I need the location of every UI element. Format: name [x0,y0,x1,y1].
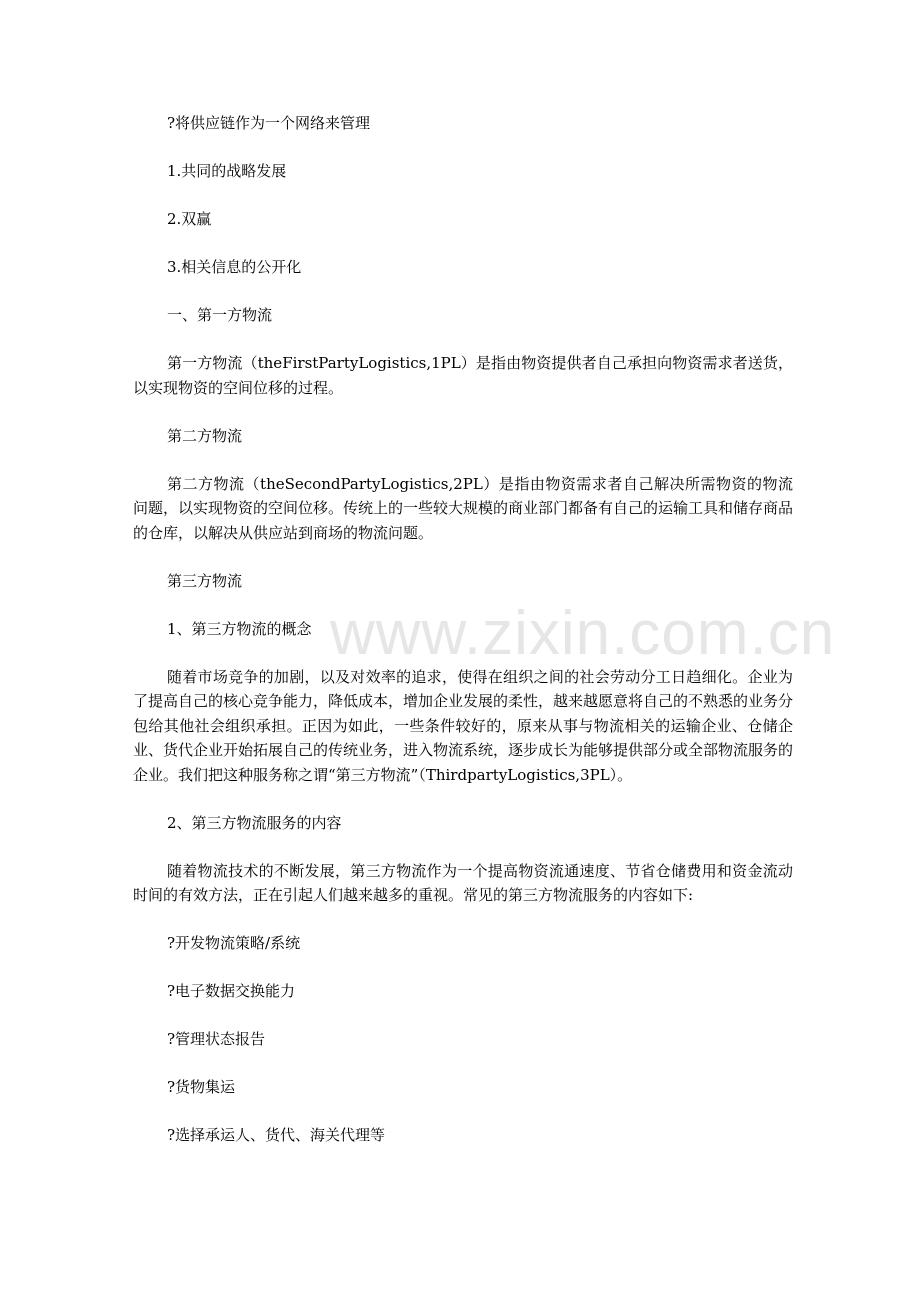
list-item-edi: ?电子数据交换能力 [167,982,296,1000]
paragraph-info-openness: 3.相关信息的公开化 [167,258,302,276]
watermark: www.zixin.com.cn [330,599,836,668]
heading-third-party-concept: 1、第三方物流的概念 [167,619,312,638]
list-item-consolidation: ?货物集运 [167,1078,236,1096]
heading-second-party: 第二方物流 [167,426,243,445]
paragraph-third-party-services: 随着物流技术的不断发展，第三方物流作为一个提高物资流通速度、节省仓储费用和资金流动时间的有效方法，正在引起人们越来越多的重视。常见的第三方物流服务的内容如下: [133,861,793,904]
list-item-status-report: ?管理状态报告 [167,1030,266,1048]
paragraph-third-party-concept: 随着市场竞争的加剧，以及对效率的追求，使得在组织之间的社会劳动分工日趋细化。企业为了提高自己的核心竞争能力，降低成本，增加企业发展的柔性，越来越愿意将自己的不熟悉的业务分包给其他社会组织承担。正因为如此，一些条件较好的，原来从事与物流相关的运输企业、仓储企业、货代企业开始拓展自己的传统业务，进入物流系统，逐步成长为能够提供部分或全部物流服务的企业。我们把这种服务称之谓“第三方物流”（ThirdpartyLogistics,3PL）。 [133,667,794,784]
paragraph-strategy: 1.共同的战略发展 [167,162,287,180]
paragraph-network-management: ?将供应链作为一个网络来管理 [167,114,371,132]
heading-third-party: 第三方物流 [167,571,243,590]
list-item-carrier-selection: ?选择承运人、货代、海关代理等 [167,1126,386,1144]
document-body [133,111,793,1171]
paragraph-second-party: 第二方物流（theSecondPartyLogistics,2PL）是指由物资需求者自己解决所需物资的物流问题，以实现物资的空间位移。传统上的一些较大规模的商业部门都备有自己的运输工具和储存商品的仓库，以解决从供应站到商场的物流问题。 [133,474,794,542]
paragraph-win-win: 2.双赢 [167,210,212,228]
list-item-strategy: ?开发物流策略/系统 [167,934,301,952]
heading-third-party-services: 2、第三方物流服务的内容 [167,813,342,832]
heading-first-party: 一、第一方物流 [167,306,273,324]
paragraph-first-party: 第一方物流（theFirstPartyLogistics,1PL）是指由物资提供者自己承担向物资需求者送货，以实现物资的空间位移的过程。 [133,354,793,397]
